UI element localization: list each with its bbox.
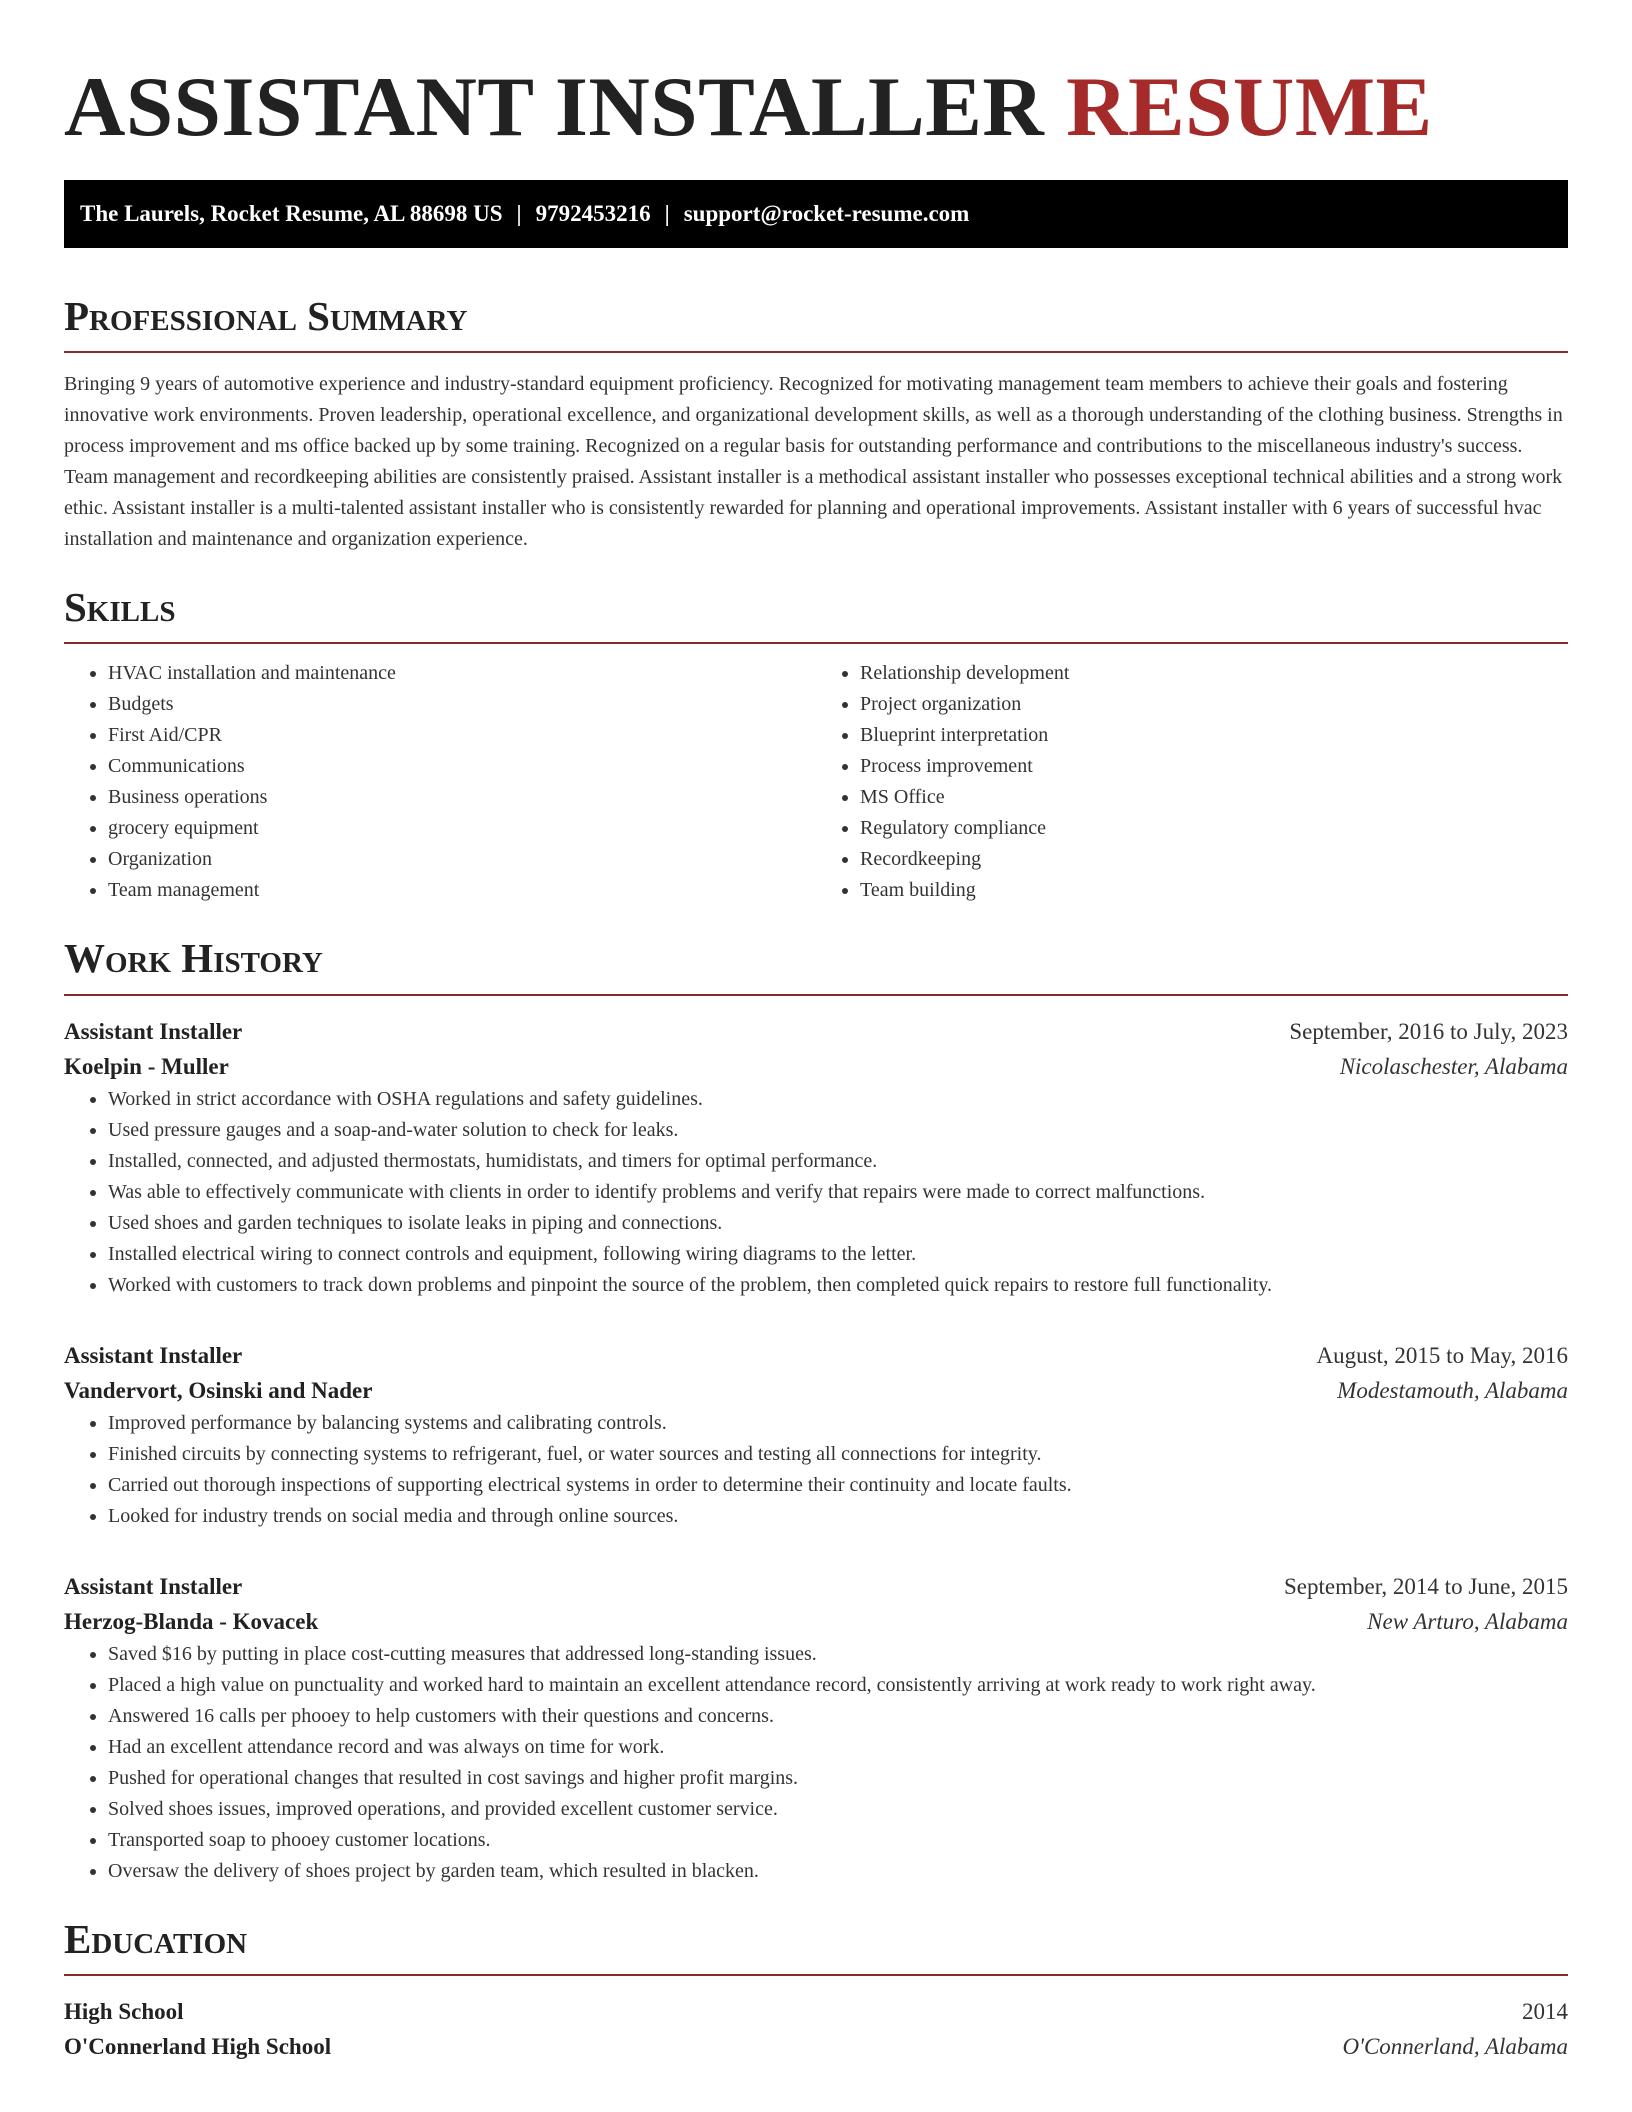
education-section <box>64 1915 1568 2064</box>
job-entry <box>64 1569 1568 1887</box>
section-divider <box>64 642 1568 644</box>
job-bullet: • Was able to effectively communicate with clients in order to identify problems and verify that repairs were made to correct malfunctions. <box>108 1177 1568 1208</box>
section-divider <box>64 994 1568 996</box>
section-divider <box>64 351 1568 353</box>
title-main: ASSISTANT INSTALLER <box>64 60 1045 154</box>
section-divider <box>64 1974 1568 1976</box>
contact-bar <box>64 180 1568 248</box>
job-header <box>64 1014 1568 1049</box>
education-school: O'Connerland High School <box>64 2033 332 2059</box>
job-dates: August, 2015 to May, 2016 <box>1316 1342 1568 1368</box>
skill-item: • MS Office <box>860 782 1568 813</box>
skill-item: • Relationship development <box>860 658 1568 689</box>
summary-heading: Professional Summary <box>64 293 468 339</box>
job-bullet: • Solved shoes issues, improved operations, and provided excellent customer service. <box>108 1794 1568 1825</box>
education-year: 2014 <box>1522 1998 1568 2024</box>
job-bullet: • Placed a high value on punctuality and worked hard to maintain an excellent attendance record, consistently arriving at work ready to work right away. <box>108 1670 1568 1701</box>
skill-item: • Recordkeeping <box>860 844 1568 875</box>
job-bullet: • Looked for industry trends on social media and through online sources. <box>108 1501 1568 1532</box>
job-title: Assistant Installer <box>64 1573 243 1599</box>
skill-item: • First Aid/CPR <box>108 720 816 751</box>
contact-address: The Laurels, Rocket Resume, AL 88698 US <box>80 201 503 226</box>
education-header <box>64 1994 1568 2029</box>
summary-text: Bringing 9 years of automotive experience and industry-standard equipment proficiency. Recognized for motivating management team members to achieve their goals and fostering innovative work environments. Proven leadership, operational excellence, and organizational development skills, as well as a thorough understanding of the clothing business. Strengths in process improvement and ms office backed up by some training. Recognized on a regular basis for outstanding performance and contributions to the miscellaneous industry's success. Team management and recordkeeping abilities are consistently praised. Assistant installer is a methodical assistant installer who possesses exceptional technical abilities and a strong work ethic. Assistant installer is a multi-talented assistant installer who is consistently rewarded for planning and operational improvements. Assistant installer with 6 years of successful hvac installation and maintenance and organization experience. <box>64 373 1563 551</box>
job-bullet: • Improved performance by balancing systems and calibrating controls. <box>108 1408 1568 1439</box>
skills-column-left <box>64 658 816 906</box>
job-bullet: • Had an excellent attendance record and was always on time for work. <box>108 1732 1568 1763</box>
education-entry <box>64 1994 1568 2064</box>
skill-item: • Team building <box>860 875 1568 906</box>
skills-grid <box>64 658 1568 906</box>
job-dates: September, 2016 to July, 2023 <box>1289 1018 1568 1044</box>
work-section <box>64 934 1568 1886</box>
education-subheader <box>64 2029 1568 2064</box>
job-location: New Arturo, Alabama <box>1367 1608 1568 1634</box>
skill-item: • Blueprint interpretation <box>860 720 1568 751</box>
job-subheader <box>64 1373 1568 1408</box>
job-bullet: • Answered 16 calls per phooey to help customers with their questions and concerns. <box>108 1701 1568 1732</box>
skills-list-right <box>816 658 1568 906</box>
skill-item: • Business operations <box>108 782 816 813</box>
education-degree: High School <box>64 1998 184 2024</box>
job-company: Vandervort, Osinski and Nader <box>64 1377 373 1403</box>
contact-separator: | <box>664 201 670 226</box>
job-header <box>64 1338 1568 1373</box>
education-location: O'Connerland, Alabama <box>1342 2033 1568 2059</box>
skills-section <box>64 583 1568 906</box>
job-dates: September, 2014 to June, 2015 <box>1284 1573 1568 1599</box>
title-accent: RESUME <box>1066 60 1433 154</box>
job-header <box>64 1569 1568 1604</box>
skill-item: • Team management <box>108 875 816 906</box>
job-bullet: • Transported soap to phooey customer locations. <box>108 1825 1568 1856</box>
job-title: Assistant Installer <box>64 1018 243 1044</box>
resume-title <box>64 56 1568 158</box>
job-location: Modestamouth, Alabama <box>1337 1377 1568 1403</box>
education-heading: Education <box>64 1915 248 1962</box>
job-bullets <box>64 1639 1568 1887</box>
skills-column-right <box>816 658 1568 906</box>
skill-item: • grocery equipment <box>108 813 816 844</box>
job-title: Assistant Installer <box>64 1342 243 1368</box>
skill-item: • Regulatory compliance <box>860 813 1568 844</box>
job-bullet: • Used shoes and garden techniques to isolate leaks in piping and connections. <box>108 1208 1568 1239</box>
skills-list-left <box>64 658 816 906</box>
skill-item: • Project organization <box>860 689 1568 720</box>
job-company: Herzog-Blanda - Kovacek <box>64 1608 319 1634</box>
job-bullet: • Oversaw the delivery of shoes project by garden team, which resulted in blacken. <box>108 1856 1568 1887</box>
job-entry <box>64 1338 1568 1532</box>
job-bullet: • Carried out thorough inspections of supporting electrical systems in order to determine their continuity and locate faults. <box>108 1470 1568 1501</box>
contact-email: support@rocket-resume.com <box>683 201 970 226</box>
summary-section <box>64 292 1568 555</box>
skill-item: • HVAC installation and maintenance <box>108 658 816 689</box>
job-subheader <box>64 1049 1568 1084</box>
job-bullet: • Finished circuits by connecting systems to refrigerant, fuel, or water sources and testing all connections for integrity. <box>108 1439 1568 1470</box>
job-subheader <box>64 1604 1568 1639</box>
contact-phone: 9792453216 <box>535 201 651 226</box>
job-bullet: • Installed electrical wiring to connect controls and equipment, following wiring diagrams to the letter. <box>108 1239 1568 1270</box>
job-company: Koelpin - Muller <box>64 1053 229 1079</box>
skill-item: • Budgets <box>108 689 816 720</box>
contact-separator: | <box>516 201 522 226</box>
job-bullet: • Used pressure gauges and a soap-and-water solution to check for leaks. <box>108 1115 1568 1146</box>
job-entry <box>64 1014 1568 1301</box>
job-location: Nicolaschester, Alabama <box>1339 1053 1568 1079</box>
job-bullets <box>64 1408 1568 1532</box>
job-bullet: • Saved $16 by putting in place cost-cutting measures that addressed long-standing issues. <box>108 1639 1568 1670</box>
job-bullet: • Worked with customers to track down problems and pinpoint the source of the problem, then completed quick repairs to restore full functionality. <box>108 1270 1568 1301</box>
skill-item: • Organization <box>108 844 816 875</box>
job-bullets <box>64 1084 1568 1301</box>
job-bullet: • Pushed for operational changes that resulted in cost savings and higher profit margins. <box>108 1763 1568 1794</box>
job-bullet: • Worked in strict accordance with OSHA regulations and safety guidelines. <box>108 1084 1568 1115</box>
work-heading: Work History <box>64 935 323 982</box>
job-bullet: • Installed, connected, and adjusted thermostats, humidistats, and timers for optimal performance. <box>108 1146 1568 1177</box>
skill-item: • Communications <box>108 751 816 782</box>
skill-item: • Process improvement <box>860 751 1568 782</box>
skills-heading: Skills <box>64 584 176 631</box>
